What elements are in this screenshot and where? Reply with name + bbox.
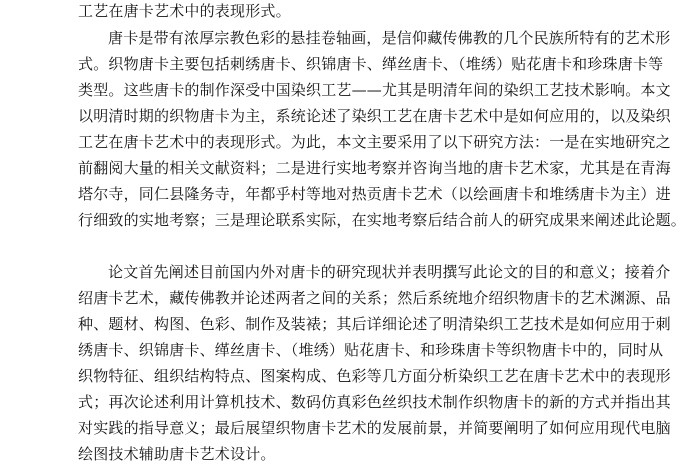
paragraph-line: 唐卡是带有浓厚宗教色彩的悬挂卷轴画，是信仰藏传佛教的几个民族所特有的艺术形: [108, 29, 671, 47]
paragraph-line: 绍唐卡艺术，藏传佛教并论述两者之间的关系；然后系统地介绍织物唐卡的艺术渊源、品: [78, 289, 671, 307]
paragraph-line: 类型。这些唐卡的制作深受中国染织工艺——尤其是明清年间的染织工艺技术影响。本文: [78, 81, 671, 99]
paragraph-line: 论文首先阐述目前国内外对唐卡的研究现状并表明撰写此论文的目的和意义；接着介: [108, 263, 671, 281]
paragraph-line: 对实践的指导意义；最后展望织物唐卡艺术的发展前景，并简要阐明了如何应用现代电脑: [78, 419, 671, 437]
paragraph-line: 绘图技术辅助唐卡艺术设计。: [78, 445, 276, 463]
paragraph-line: 以明清时期的织物唐卡为主，系统论述了染织工艺在唐卡艺术中是如何应用的，以及染织: [78, 107, 671, 125]
paragraph-line: 织物特征、组织结构特点、图案构成、色彩等几方面分析染织工艺在唐卡艺术中的表现形: [78, 367, 671, 385]
paragraph-line: 种、题材、构图、色彩、制作及装裱；其后详细论述了明清染织工艺技术是如何应用于刺: [78, 315, 671, 333]
paragraph-line: 式；再次论述利用计算机技术、数码仿真彩色丝织技术制作织物唐卡的新的方式并指出其: [78, 393, 671, 411]
document-page: [78, 0, 687, 470]
paragraph-line: 式。织物唐卡主要包括刺绣唐卡、织锦唐卡、缂丝唐卡、（堆绣）贴花唐卡和珍珠唐卡等: [78, 55, 664, 73]
paragraph-line: 塔尔寺，同仁县隆务寺，年都乎村等地对热贡唐卡艺术（以绘画唐卡和堆绣唐卡为主）进: [78, 185, 671, 203]
paragraph-line: 行细致的实地考察；三是理论联系实际，在实地考察后结合前人的研究成果来阐述此论题。: [78, 211, 687, 229]
paragraph-line: 前翻阅大量的相关文献资料；二是进行实地考察并咨询当地的唐卡艺术家，尤其是在青海: [78, 159, 671, 177]
paragraph-line: 绣唐卡、织锦唐卡、缂丝唐卡、（堆绣）贴花唐卡、和珍珠唐卡等织物唐卡中的，同时从: [78, 341, 664, 359]
paragraph-line: 工艺在唐卡艺术中的表现形式。为此，本文主要采用了以下研究方法：一是在实地研究之: [78, 133, 671, 151]
paragraph-line: 工艺在唐卡艺术中的表现形式。: [78, 2, 291, 20]
